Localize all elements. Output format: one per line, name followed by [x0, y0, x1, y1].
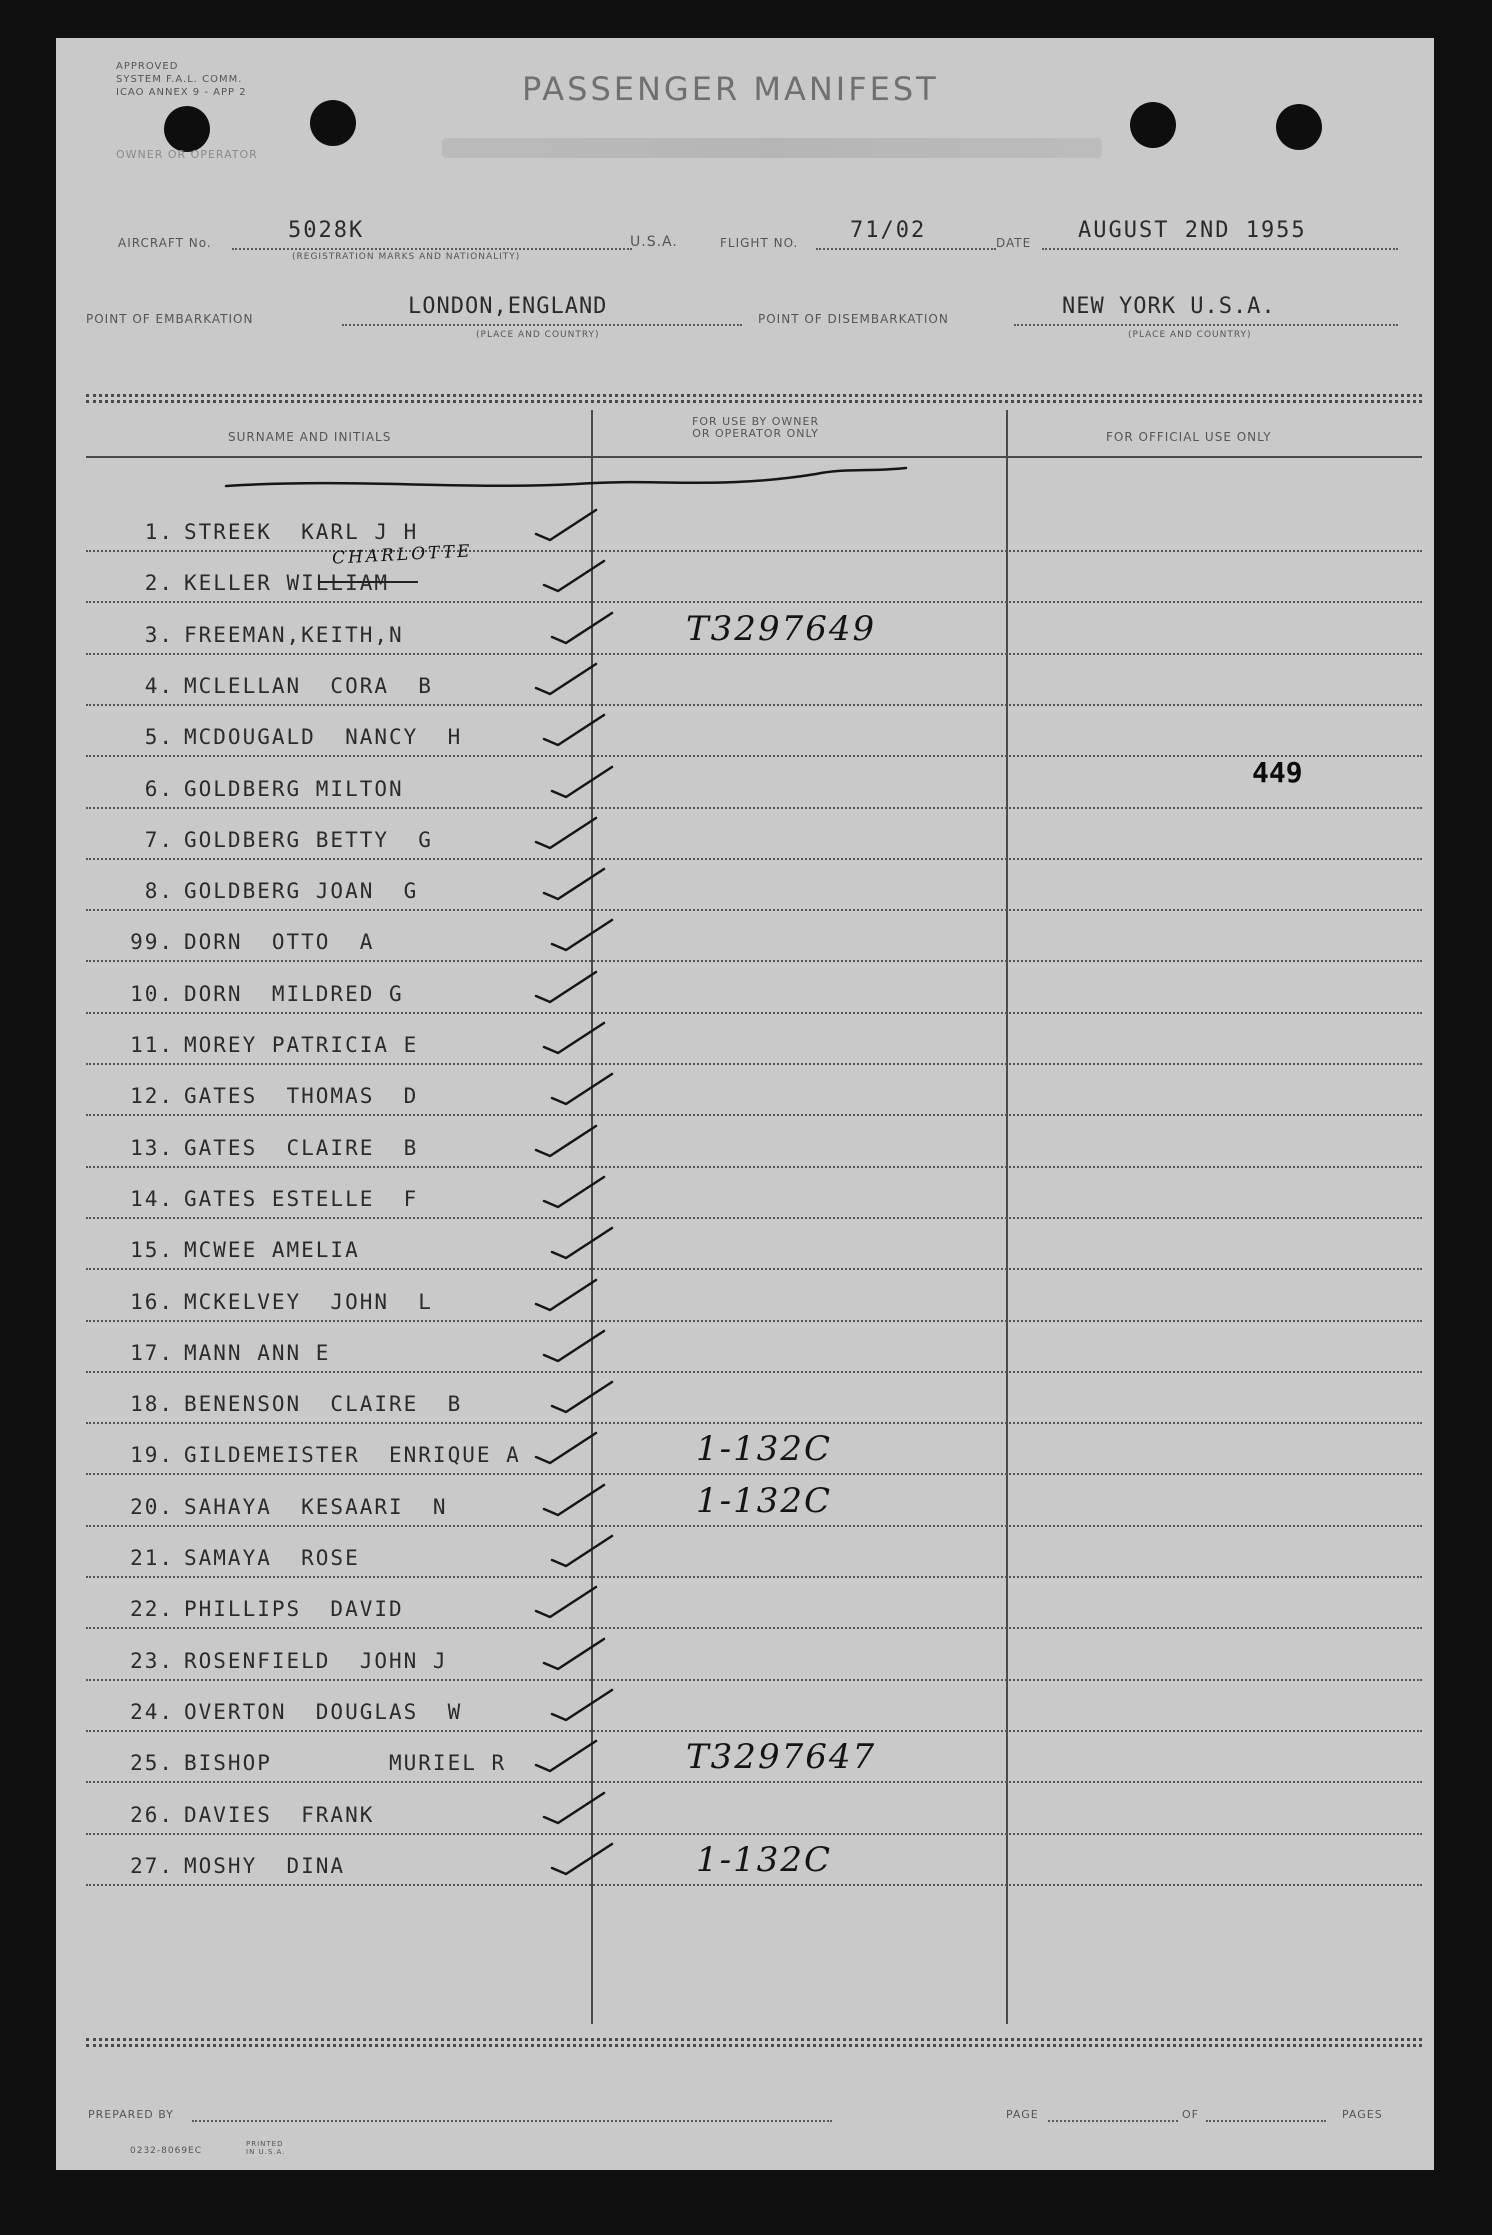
row-number: 26.	[130, 1803, 174, 1827]
check-mark	[536, 1587, 596, 1617]
check-mark	[552, 920, 612, 950]
aircraft-number: 5028K	[288, 218, 365, 243]
check-mark	[544, 715, 604, 745]
row-number: 15.	[130, 1238, 174, 1262]
check-mark	[552, 1536, 612, 1566]
passenger-name: GILDEMEISTER ENRIQUE A	[184, 1443, 521, 1467]
passenger-name: GOLDBERG MILTON	[184, 777, 404, 801]
place-caption: (PLACE AND COUNTRY)	[476, 330, 600, 340]
row-number: 12.	[130, 1084, 174, 1108]
flight-label: FLIGHT NO.	[720, 236, 799, 250]
check-mark	[544, 869, 604, 899]
check-mark	[552, 613, 612, 643]
passenger-name: MANN ANN E	[184, 1341, 331, 1365]
page-label: PAGE	[1006, 2108, 1039, 2121]
passenger-name: GATES THOMAS D	[184, 1084, 419, 1108]
passenger-name: MOSHY DINA	[184, 1854, 346, 1878]
check-mark	[552, 1228, 612, 1258]
row-number: 18.	[130, 1392, 174, 1416]
registration-caption: (REGISTRATION MARKS AND NATIONALITY)	[292, 252, 521, 262]
embarkation-value: LONDON,ENGLAND	[408, 294, 608, 319]
passenger-name: FREEMAN,KEITH,N	[184, 623, 404, 647]
aircraft-label: AIRCRAFT No.	[118, 236, 212, 250]
row-number: 25.	[130, 1751, 174, 1775]
operator-label: OWNER OR OPERATOR	[116, 148, 258, 161]
row-number: 6.	[144, 777, 174, 801]
row-number: 19.	[130, 1443, 174, 1467]
of-label: OF	[1182, 2108, 1199, 2121]
row-number: 21.	[130, 1546, 174, 1570]
name-correction: CHARLOTTE	[331, 541, 473, 569]
passenger-name: GATES CLAIRE B	[184, 1136, 419, 1160]
check-mark	[544, 1331, 604, 1361]
passenger-name: MCKELVEY JOHN L	[184, 1290, 433, 1314]
row-number: 4.	[144, 674, 174, 698]
passenger-name: OVERTON DOUGLAS W	[184, 1700, 463, 1724]
date-label: DATE	[996, 236, 1032, 250]
printed-mark: PRINTED IN U.S.A.	[246, 2140, 286, 2156]
operator-note: T3297649	[686, 609, 877, 649]
row-number: 20.	[130, 1495, 174, 1519]
row-number: 1.	[144, 520, 174, 544]
check-mark	[536, 972, 596, 1002]
row-number: 99.	[130, 930, 174, 954]
row-number: 17.	[130, 1341, 174, 1365]
column-header-surname: SURNAME AND INITIALS	[228, 430, 392, 444]
manifest-sheet	[56, 38, 1434, 2170]
check-mark	[536, 1741, 596, 1771]
row-number: 13.	[130, 1136, 174, 1160]
of-line	[1206, 2120, 1326, 2122]
embarkation-label: POINT OF EMBARKATION	[86, 312, 254, 326]
passenger-name: SAMAYA ROSE	[184, 1546, 360, 1570]
operator-note: 1-132C	[696, 1429, 833, 1469]
check-mark	[552, 1382, 612, 1412]
pen-marks	[56, 38, 1434, 2170]
place-caption: (PLACE AND COUNTRY)	[1128, 330, 1252, 340]
page-title: PASSENGER MANIFEST	[522, 70, 939, 108]
check-mark	[536, 510, 596, 540]
operator-note: T3297647	[686, 1737, 877, 1777]
approval-line: SYSTEM F.A.L. COMM.	[116, 74, 243, 85]
passenger-name: GOLDBERG JOAN G	[184, 879, 419, 903]
passenger-name: DORN OTTO A	[184, 930, 375, 954]
passenger-name: GATES ESTELLE F	[184, 1187, 419, 1211]
disembarkation-label: POINT OF DISEMBARKATION	[758, 312, 949, 326]
row-number: 5.	[144, 725, 174, 749]
check-mark	[552, 1074, 612, 1104]
row-number: 16.	[130, 1290, 174, 1314]
passenger-name: SAHAYA KESAARI N	[184, 1495, 448, 1519]
passenger-name: MCDOUGALD NANCY H	[184, 725, 463, 749]
check-mark	[544, 1793, 604, 1823]
passenger-name: DORN MILDRED G	[184, 982, 404, 1006]
approval-line: ICAO ANNEX 9 - APP 2	[116, 87, 247, 98]
pages-label: PAGES	[1342, 2108, 1383, 2121]
passenger-name: STREEK KARL J H	[184, 520, 419, 544]
owner-use-line: FOR USE BY OWNER	[692, 415, 820, 428]
check-mark	[536, 1280, 596, 1310]
row-number: 8.	[144, 879, 174, 903]
row-number: 3.	[144, 623, 174, 647]
row-number: 27.	[130, 1854, 174, 1878]
page-line	[1048, 2120, 1178, 2122]
form-code: 0232-8069EC	[130, 2146, 203, 2156]
passenger-name: KELLER WILLIAM	[184, 571, 390, 595]
operator-note: 1-132C	[696, 1481, 833, 1521]
row-number: 7.	[144, 828, 174, 852]
check-mark	[552, 767, 612, 797]
official-stamp: 449	[1252, 756, 1303, 789]
row-number: 2.	[144, 571, 174, 595]
passenger-name: BISHOP MURIEL R	[184, 1751, 507, 1775]
check-mark	[536, 1126, 596, 1156]
date-value: AUGUST 2ND 1955	[1078, 218, 1307, 243]
passenger-name: DAVIES FRANK	[184, 1803, 375, 1827]
passenger-name: GOLDBERG BETTY G	[184, 828, 433, 852]
check-mark	[552, 1690, 612, 1720]
approval-line: APPROVED	[116, 61, 179, 72]
passenger-name: MOREY PATRICIA E	[184, 1033, 419, 1057]
check-mark	[544, 1639, 604, 1669]
check-mark	[544, 561, 604, 591]
row-number: 24.	[130, 1700, 174, 1724]
prepared-by-line	[192, 2120, 832, 2122]
row-number: 10.	[130, 982, 174, 1006]
disembarkation-value: NEW YORK U.S.A.	[1062, 294, 1276, 319]
passenger-name: BENENSON CLAIRE B	[184, 1392, 463, 1416]
row-number: 23.	[130, 1649, 174, 1673]
owner-use-line: OR OPERATOR ONLY	[692, 427, 819, 440]
check-mark	[552, 1844, 612, 1874]
flight-number: 71/02	[850, 218, 927, 243]
scratch-flourish	[226, 468, 906, 486]
check-mark	[536, 664, 596, 694]
check-mark	[544, 1177, 604, 1207]
check-mark	[544, 1485, 604, 1515]
row-number: 14.	[130, 1187, 174, 1211]
check-mark	[536, 1433, 596, 1463]
passenger-name: MCWEE AMELIA	[184, 1238, 360, 1262]
passenger-name: MCLELLAN CORA B	[184, 674, 433, 698]
column-header-official: FOR OFFICIAL USE ONLY	[1106, 430, 1272, 444]
operator-note: 1-132C	[696, 1840, 833, 1880]
passenger-name: ROSENFIELD JOHN J	[184, 1649, 448, 1673]
row-number: 22.	[130, 1597, 174, 1621]
check-mark	[536, 818, 596, 848]
usa-label: U.S.A.	[630, 234, 678, 250]
prepared-by-label: PREPARED BY	[88, 2108, 174, 2121]
check-mark	[544, 1023, 604, 1053]
passenger-name: PHILLIPS DAVID	[184, 1597, 404, 1621]
row-number: 11.	[130, 1033, 174, 1057]
